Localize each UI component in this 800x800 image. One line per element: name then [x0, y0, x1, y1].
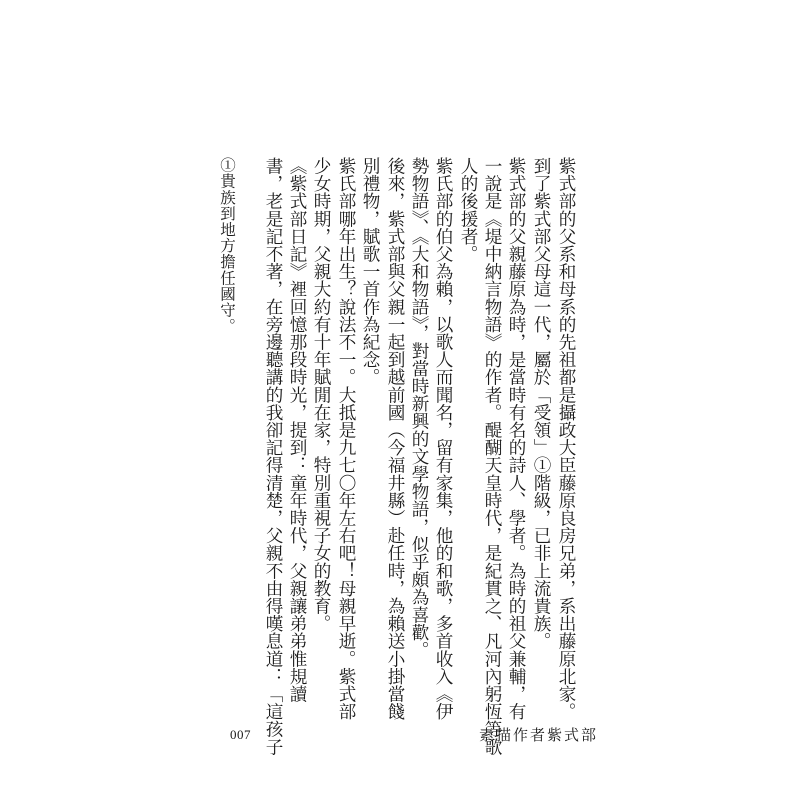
text-column-2: 到了紫式部父母這一代，屬於「受領」①階級，已非上流貴族。 — [531, 157, 551, 650]
page-number: 007 — [230, 727, 251, 742]
text-column-11: 少女時期，父親大約有十年賦閒在家，特別重視子女的教育。 — [311, 157, 331, 633]
text-column-10: 紫氏部哪年出生？說法不一。大抵是九七〇年左右吧！母親早逝。紫式部 — [336, 157, 356, 721]
text-column-8: 後來，紫式部與父親一起到越前國（今福井縣）赴任時，為賴送小掛當餞 — [385, 157, 405, 721]
text-column-4: 一說是《堤中納言物語》的作者。醍醐天皇時代，是紀貫之、凡河內躬恆等歌 — [482, 157, 502, 756]
text-column-3: 紫式部的父親藤原為時，是當時有名的詩人、學者。為時的祖父兼輔，有 — [506, 157, 526, 721]
text-column-1: 紫式部的父系和母系的先祖都是攝政大臣藤原良房兄弟，系出藤原北家。 — [556, 157, 576, 721]
text-column-13: 書，老是記不著，在旁邊聽講的我卻記得清楚，父親不由得嘆息道：「這孩子 — [263, 157, 283, 756]
text-column-9: 別禮物，賦歌一首作為紀念。 — [360, 157, 380, 386]
running-head: 素描作者紫式部 — [479, 726, 599, 744]
text-column-6: 紫氏部的伯父為賴，以歌人而聞名，留有家集，他的和歌，多首收入《伊 — [433, 157, 453, 721]
text-column-12: 《紫式部日記》裡回憶那段時光，提到：童年時代，父親讓弟弟惟規讀 — [287, 157, 307, 703]
text-column-5: 人的後援者。 — [458, 157, 478, 263]
text-column-7: 勢物語》、《大和物語》，對當時新興的文學物語，似乎頗為喜歡。 — [409, 157, 429, 659]
footnote: ①貴族到地方擔任國守。 — [218, 157, 236, 335]
